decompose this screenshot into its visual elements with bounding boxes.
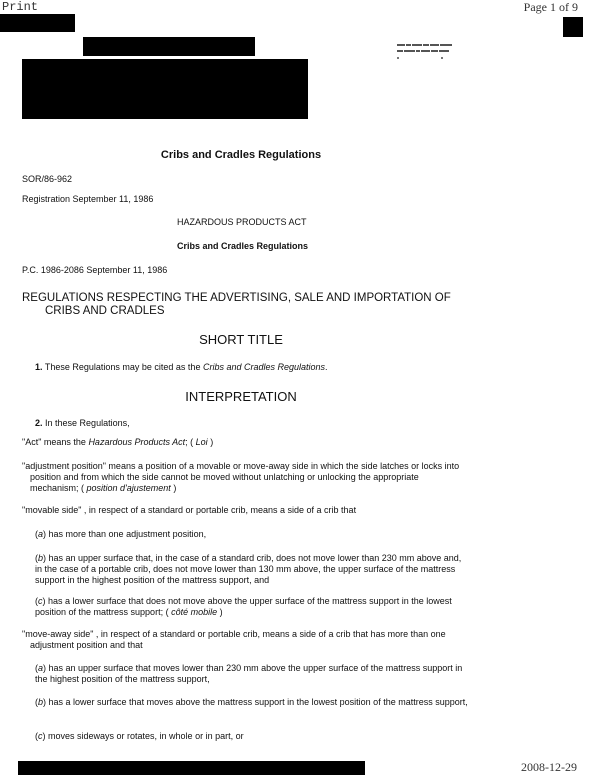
item-letter: a	[38, 663, 44, 673]
item-text-line2: position of the mattress support; (	[35, 607, 169, 617]
item-letter: c	[38, 596, 43, 606]
footer-redaction	[18, 761, 365, 775]
def-act-italic: Hazardous Products Act	[88, 437, 186, 447]
section-2	[35, 418, 130, 429]
definition-act	[22, 437, 582, 448]
movable-item-c: (c) has a lower surface that does not move above the upper surface of the mattress support in the lowest position of the mattress support; ( côté mobile )	[35, 596, 452, 617]
item-text-line1: has a lower surface that does not move above the upper surface of the mattress support in the lowest	[48, 596, 452, 606]
section-1-italic: Cribs and Cradles Regulations	[202, 362, 326, 372]
item-text: has more than one adjustment position,	[48, 529, 207, 539]
page-indicator: Page 1 of 9	[523, 0, 578, 14]
registration-date: Registration September 11, 1986	[22, 194, 154, 204]
definition-adjustment-position	[22, 461, 582, 494]
section-2-number: 2.	[35, 418, 43, 428]
def-adjust-end: )	[173, 483, 177, 493]
movable-item-b: (b) has an upper surface that, in the case of a standard crib, does not move lower than 230 mm above and, in the case of a portable crib, does not move lower than 130 mm above, the upper surface of the mattress support in the highest position of the mattress support, and	[35, 553, 570, 586]
movable-item-a: (a) has more than one adjustment position,	[35, 529, 207, 539]
def-adjust-line3: mechanism; (	[30, 483, 85, 493]
section-2-text: In these Regulations,	[45, 418, 130, 428]
item-text: has a lower surface that moves above the mattress support in the lowest position of the mattress support,	[48, 697, 468, 707]
act-name: HAZARDOUS PRODUCTS ACT	[177, 217, 307, 227]
item-text-line1: has an upper surface that moves lower than 230 mm above the upper surface of the mattress support in	[48, 663, 463, 673]
section-1	[35, 362, 328, 373]
def-adjust-line1: "adjustment position" means a position of a movable or move-away side in which the side latches or locks into	[22, 461, 460, 471]
item-letter: b	[38, 697, 44, 707]
moveaway-item-b: (b) has a lower surface that moves above the mattress support in the lowest position of the mattress support,	[35, 697, 468, 707]
definition-move-away-side	[22, 629, 582, 651]
section-1-end: .	[325, 362, 328, 372]
redaction-block	[0, 14, 75, 32]
def-adjust-line2: position and from which the side cannot be moved without unlatching or unlocking the appropriate	[30, 472, 419, 482]
heading-short-title: SHORT TITLE	[199, 332, 283, 347]
item-text-line2: the highest position of the mattress support,	[35, 674, 210, 684]
def-moveaway-line2: adjustment position and that	[30, 640, 143, 650]
logo-remnant	[397, 40, 459, 54]
item-french-term: côté mobile	[171, 607, 218, 617]
def-act-french: Loi	[195, 437, 208, 447]
def-adjust-french: position d'ajustement	[86, 483, 171, 493]
redaction-block	[563, 17, 583, 37]
item-letter: a	[38, 529, 44, 539]
moveaway-item-a: (a) has an upper surface that moves lower than 230 mm above the upper surface of the mattress support in the highest position of the mattress support,	[35, 663, 570, 685]
definition-movable-side: "movable side" , in respect of a standard or portable crib, means a side of a crib that	[22, 505, 357, 515]
item-text: moves sideways or rotates, in whole or in part, or	[48, 731, 244, 741]
sor-number: SOR/86-962	[22, 174, 73, 184]
item-text-line1: has an upper surface that, in the case of a standard crib, does not move lower than 230 mm above and,	[48, 553, 462, 563]
item-text-line3: support in the highest position of the mattress support, and	[35, 575, 270, 585]
section-1-text: These Regulations may be cited as the	[44, 362, 201, 372]
def-act-mid: ; (	[185, 437, 194, 447]
redaction-block	[22, 59, 308, 119]
long-title-line2: CRIBS AND CRADLES	[45, 305, 165, 317]
footer-date: 2008-12-29	[521, 760, 577, 774]
moveaway-item-c: (c) moves sideways or rotates, in whole or in part, or	[35, 731, 244, 741]
print-label[interactable]: Print	[2, 0, 39, 14]
pc-number: P.C. 1986-2086 September 11, 1986	[22, 265, 168, 275]
heading-interpretation: INTERPRETATION	[185, 389, 297, 404]
item-text-line2: in the case of a portable crib, does not move lower than 130 mm above, the upper surface of the mattress	[35, 564, 456, 574]
def-act-pre: "Act" means the	[22, 437, 86, 447]
item-end: )	[219, 607, 223, 617]
long-title	[22, 292, 451, 318]
redaction-block	[83, 37, 255, 56]
item-letter: b	[38, 553, 44, 563]
long-title-line1: REGULATIONS RESPECTING THE ADVERTISING, SALE AND IMPORTATION OF	[22, 292, 451, 304]
document-title: Cribs and Cradles Regulations	[160, 149, 322, 161]
def-moveaway-line1: "move-away side" , in respect of a standard or portable crib, means a side of a crib that has more than one	[22, 629, 446, 639]
regs-name: Cribs and Cradles Regulations	[177, 241, 309, 251]
def-act-end: )	[210, 437, 214, 447]
section-1-number: 1.	[35, 362, 43, 372]
item-letter: c	[38, 731, 43, 741]
